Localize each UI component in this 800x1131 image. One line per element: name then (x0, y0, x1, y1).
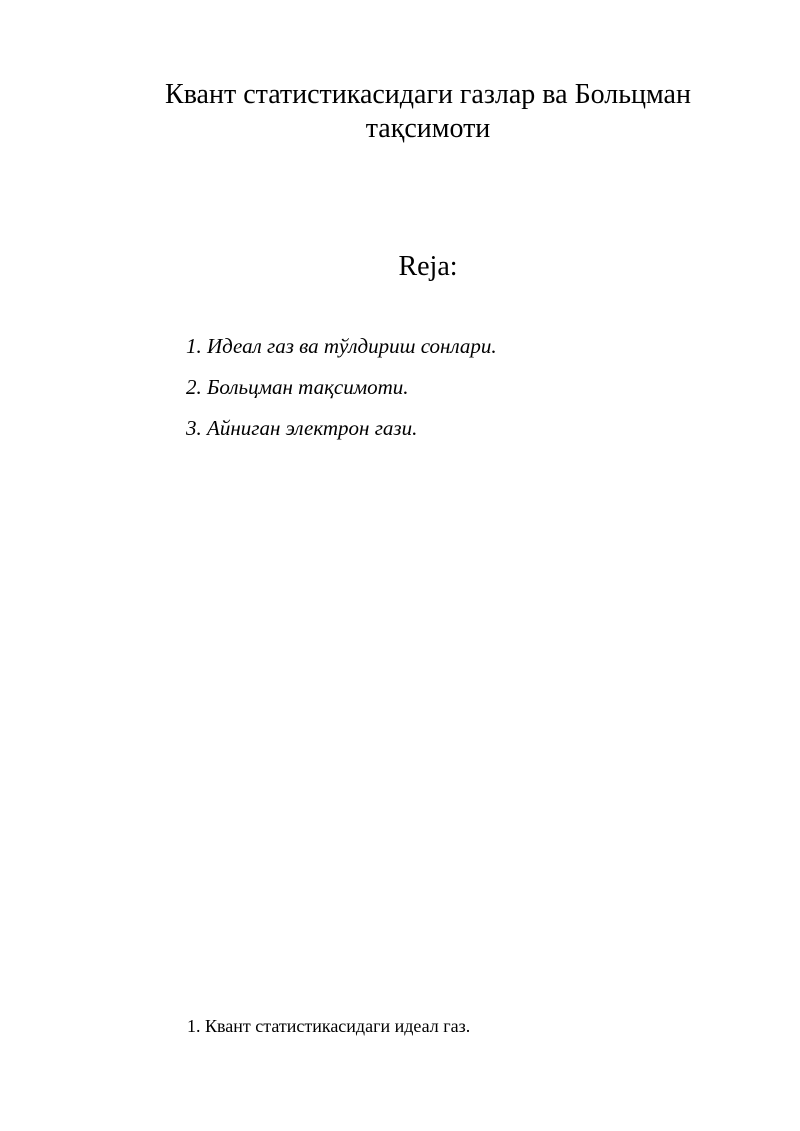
section-heading: 1. Квант статистикасидаги идеал газ. (187, 1016, 471, 1036)
plan-item: 2. Больцман тақсимоти. (186, 375, 409, 399)
plan-heading: Reja: (398, 251, 458, 282)
plan-item: 1. Идеал газ ва тўлдириш сонлари. (186, 334, 497, 358)
plan-list (186, 334, 497, 457)
plan-item: 3. Айниган электрон гази. (186, 416, 418, 440)
document-title: Квант статистикасидаги газлар ва Больцман тақсимоти (165, 79, 691, 144)
